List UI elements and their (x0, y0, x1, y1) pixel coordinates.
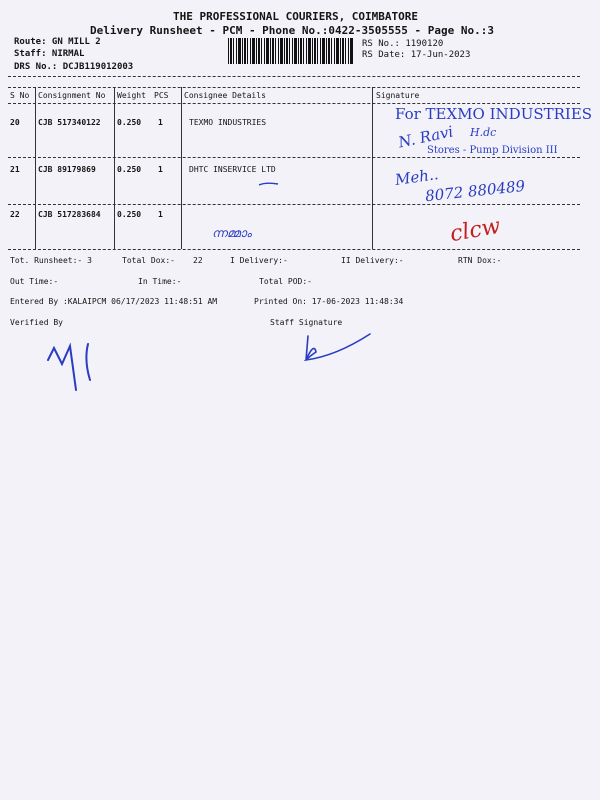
company-stamp (395, 105, 592, 123)
stamp-division: Stores - Pump Division III (427, 145, 558, 156)
divider-row-1 (8, 157, 580, 158)
total-dox-label: Total Dox:- (122, 256, 175, 265)
divider-table-bottom (8, 249, 580, 250)
out-time-label: Out Time:- (10, 277, 59, 286)
divider-row-2 (8, 204, 580, 205)
column-header-weight: Weight (117, 91, 146, 100)
column-separator (372, 87, 373, 249)
table-row-consignee: TEXMO INDUSTRIES (189, 118, 267, 127)
verified-by-label: Verified By (10, 318, 63, 327)
printed-on: Printed On: 17-06-2023 11:48:34 (254, 297, 404, 306)
column-header-consignee: Consignee Details (184, 91, 266, 100)
column-header-signature: Signature (376, 91, 420, 100)
divider-header-top (8, 87, 580, 88)
table-row-consignee: DHTC INSERVICE LTD (189, 165, 276, 174)
total-pod-label: Total POD:- (259, 277, 312, 286)
staff-label: Staff: NIRMAL (14, 49, 85, 59)
table-row-pcs: 1 (158, 165, 163, 174)
rs-number: RS No.: 1190120 (362, 39, 444, 49)
pen-mark (258, 180, 280, 188)
column-header-sno: S No (10, 91, 30, 100)
ii-delivery-label: II Delivery:- (341, 256, 404, 265)
i-delivery-label: I Delivery:- (230, 256, 288, 265)
table-row-consignment: CJB 517340122 (38, 118, 101, 127)
column-header-consignment: Consignment No (38, 91, 106, 100)
handwritten-consignee: ന്നമ്മാം (212, 226, 252, 240)
verifier-signature (40, 330, 110, 400)
table-row-consignment: CJB 517283684 (38, 210, 101, 219)
table-row-weight: 0.250 (117, 165, 142, 174)
staff-signature-label: Staff Signature (270, 318, 343, 327)
staff-signature (296, 330, 376, 370)
total-runsheet: Tot. Runsheet:- 3 (10, 256, 92, 265)
table-row-pcs: 1 (158, 210, 163, 219)
total-dox-value: 22 (193, 256, 203, 265)
barcode-image (228, 38, 354, 64)
divider-top (8, 76, 580, 77)
rs-date: RS Date: 17-Jun-2023 (362, 50, 471, 60)
handwritten-signature: clcw (448, 213, 503, 248)
table-row-sno: 21 (10, 165, 20, 174)
column-separator (181, 87, 182, 249)
rtn-dox-label: RTN Dox:- (458, 256, 502, 265)
stamp-line-1: For TEXMO INDUSTRIES (395, 105, 593, 123)
table-row-sno: 20 (10, 118, 20, 127)
table-row-weight: 0.250 (117, 118, 142, 127)
in-time-label: In Time:- (138, 277, 182, 286)
column-separator (114, 87, 115, 249)
column-separator (35, 87, 36, 249)
drs-number: DRS No.: DCJB119012003 (14, 62, 134, 72)
table-row-sno: 22 (10, 210, 20, 219)
column-header-pcs: PCS (154, 91, 169, 100)
handwritten-phone: 8072 880489 (424, 176, 526, 206)
entered-by: Entered By :KALAIPCM 06/17/2023 11:48:51 AM (10, 297, 218, 306)
company-title: THE PROFESSIONAL COURIERS, COIMBATORE (173, 10, 419, 23)
route-label: Route: GN MILL 2 (14, 37, 101, 47)
runsheet-subtitle: Delivery Runsheet - PCM - Phone No.:0422-3505555 - Page No.:3 (90, 24, 494, 37)
handwritten-signature: N. Ravi (396, 122, 455, 152)
table-row-pcs: 1 (158, 118, 163, 127)
handwritten-note: H.dc (470, 126, 497, 139)
handwritten-signature: Meh.. (393, 165, 440, 189)
table-row-consignment: CJB 89179869 (38, 165, 96, 174)
table-row-weight: 0.250 (117, 210, 142, 219)
divider-header-bottom (8, 103, 580, 104)
